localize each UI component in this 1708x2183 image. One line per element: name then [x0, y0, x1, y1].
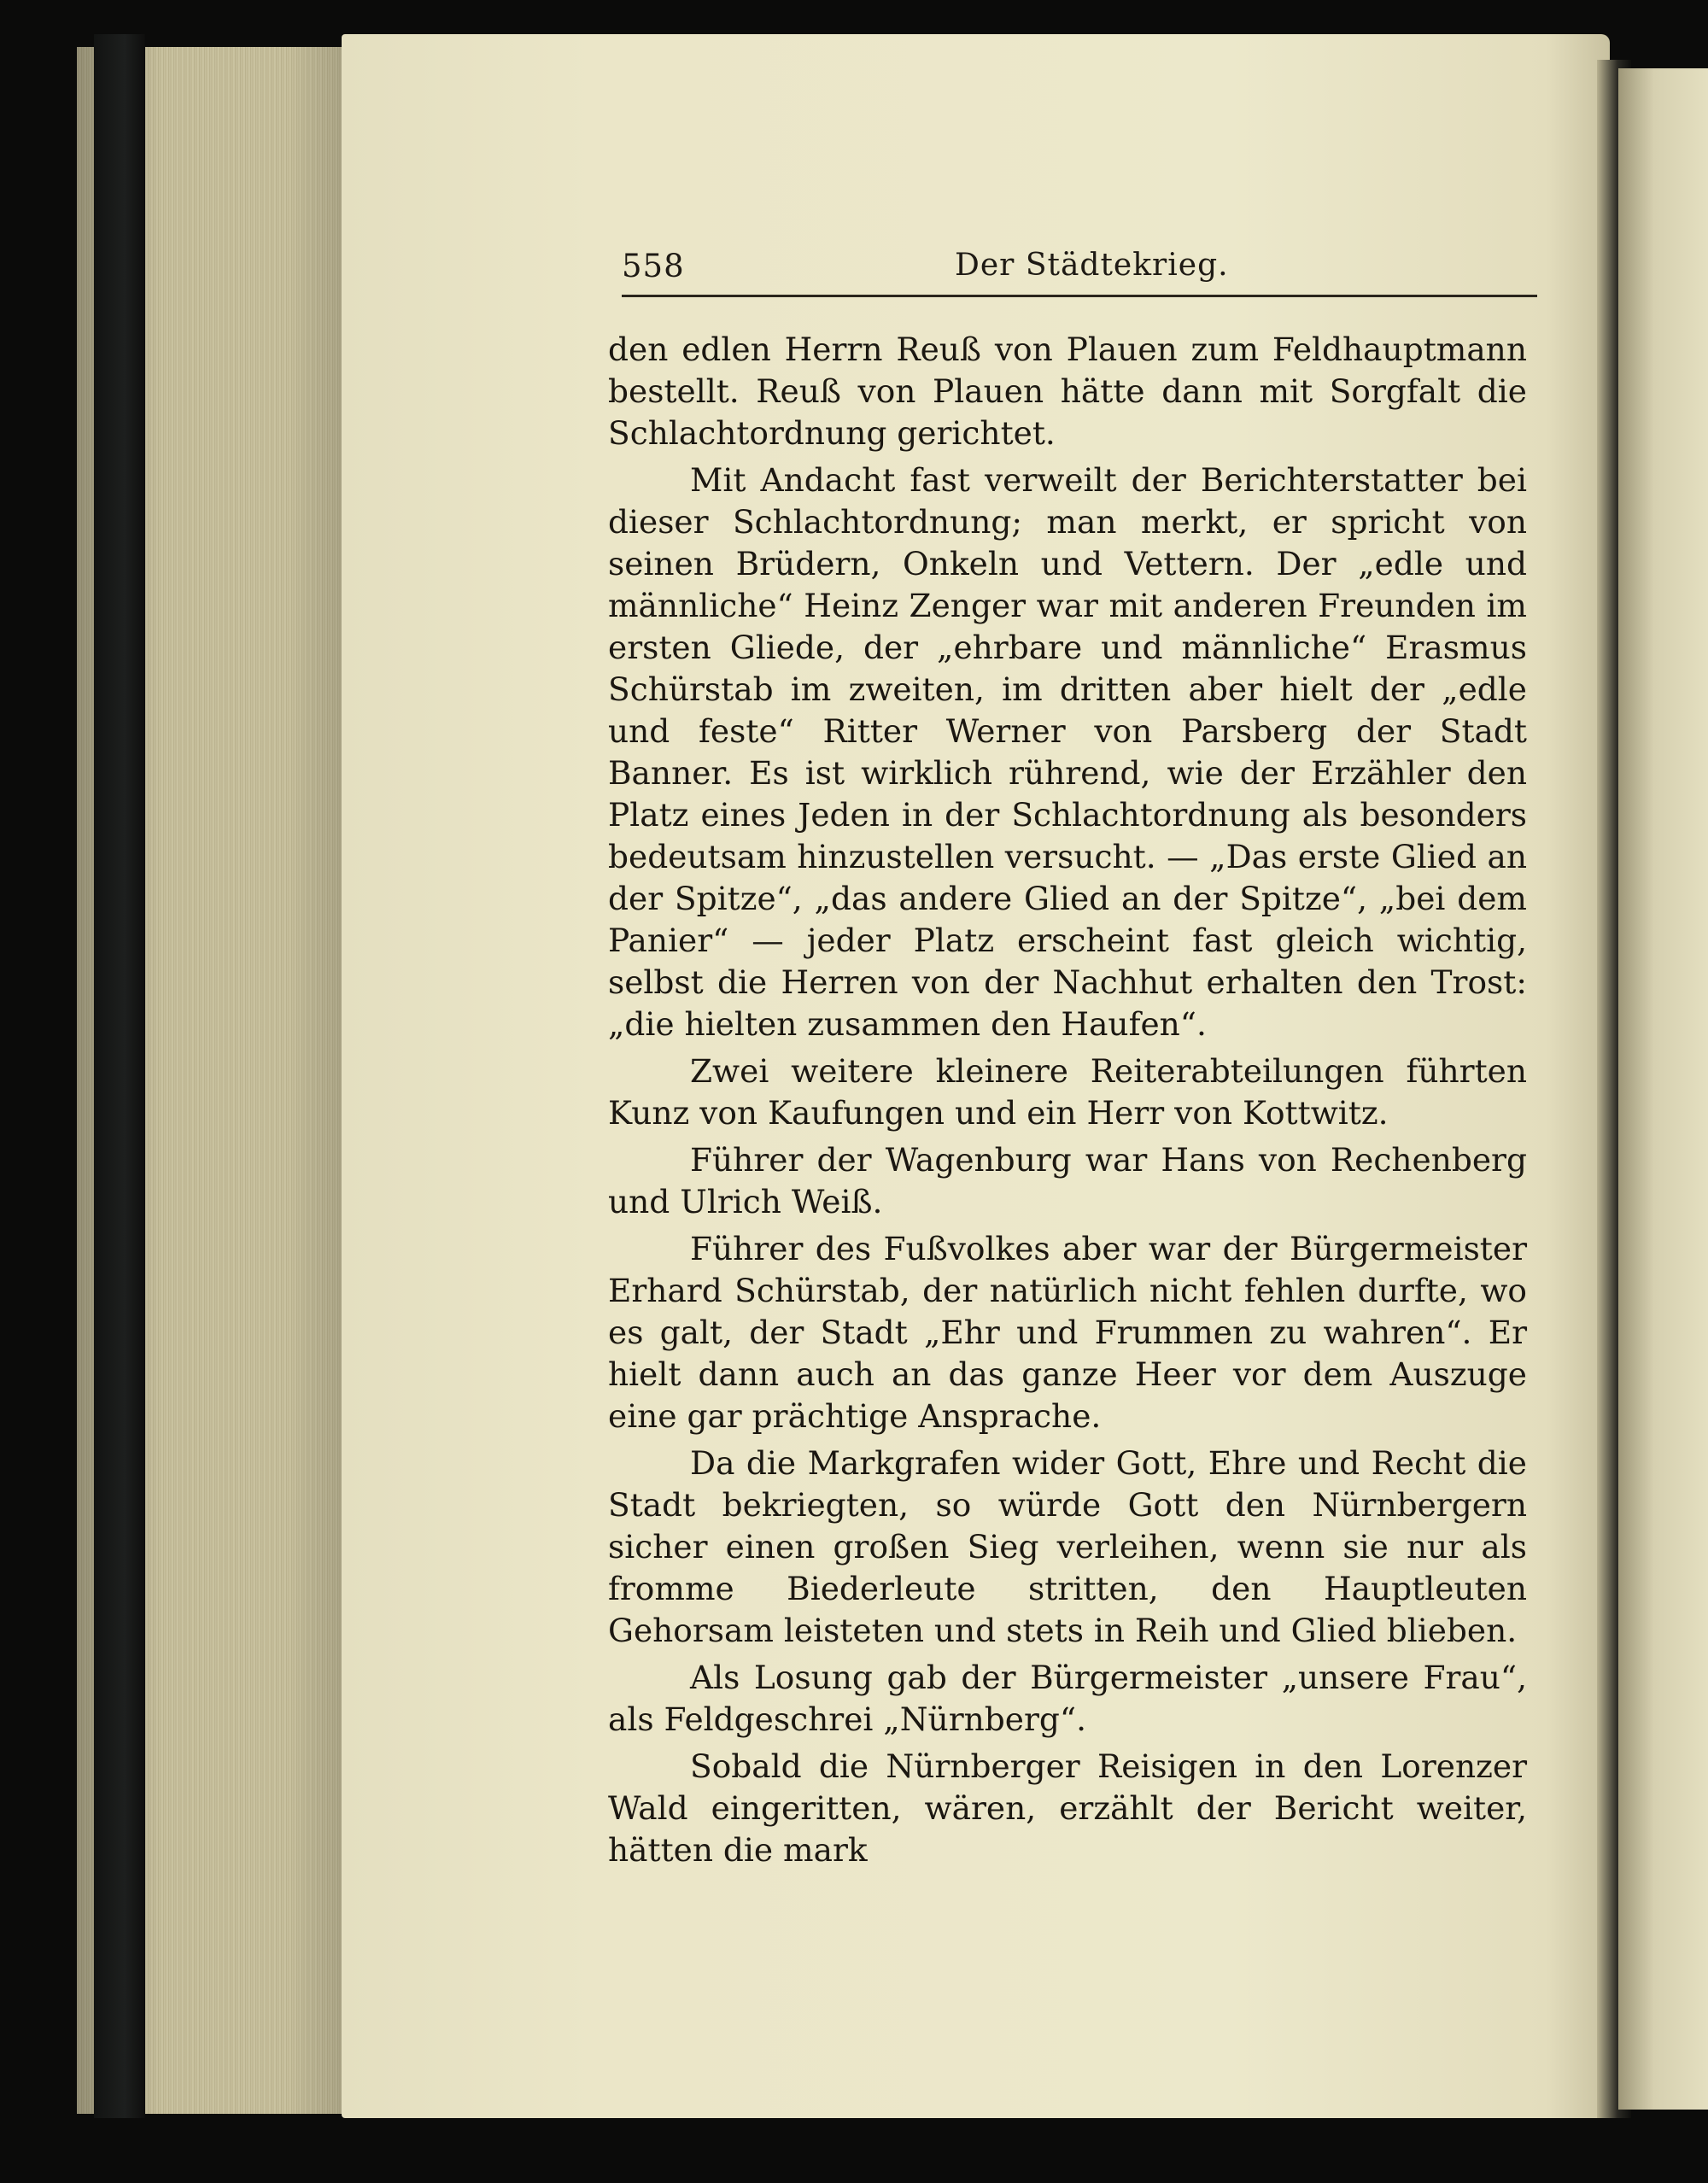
paragraph: Führer der Wagenburg war Hans von Rechenberg und Ulrich Weiß.	[608, 1141, 1527, 1220]
paragraph: Als Losung gab der Bürgermeister „unsere Frau“, als Feldgeschrei „Nürnberg“.	[608, 1659, 1527, 1738]
paragraph: Sobald die Nürnberger Reisigen in den Lorenzer Wald eingeritten, wären, erzählt der Bericht weiter, hätten die mark	[608, 1747, 1527, 1869]
paragraph: Führer des Fußvolkes aber war der Bürgermeister Erhard Schürstab, der natürlich nicht fehlen durfte, wo es galt, der Stadt „Ehr und Frummen zu wahren“. Er hielt dann auch an das ganze Heer vor dem Auszuge eine gar prächtige Ansprache.	[608, 1230, 1527, 1435]
paragraph: Zwei weitere kleinere Reiterabteilungen führten Kunz von Kaufungen und ein Herr von Kottwitz.	[608, 1052, 1527, 1132]
paragraph: Mit Andacht fast verweilt der Berichterstatter bei dieser Schlachtordnung; man merkt, er spricht von seinen Brüdern, Onkeln und Vettern. Der „edle und männliche“ Heinz Zenger war mit anderen Freunden im ersten Gliede, der „ehrbare und männliche“ Erasmus Schürstab im zweiten, im dritten aber hielt der „edle und feste“ Ritter Werner von Parsberg der Stadt Banner. Es ist wirklich rührend, wie der Erzähler den Platz eines Jeden in der Schlachtordnung als besonders bedeutsam hinzustellen versucht. — „Das erste Glied an der Spitze“, „das andere Glied an der Spitze“, „bei dem Panier“ — jeder Platz erscheint fast gleich wichtig, selbst die Herren von der Nachhut erhalten den Trost: „die hielten zusammen den Haufen“.	[608, 461, 1527, 1043]
paragraph: Da die Markgrafen wider Gott, Ehre und Recht die Stadt bekriegten, so würde Gott den Nürnbergern sicher einen großen Sieg verleihen, wenn sie nur als fromme Biederleute stritten, den Hauptleuten Gehorsam leisteten und stets in Reih und Glied blieben.	[608, 1444, 1527, 1649]
facing-page-edge	[1618, 68, 1708, 2110]
header-rule	[622, 295, 1537, 297]
paragraph: den edlen Herrn Reuß von Plauen zum Feldhauptmann bestellt. Reuß von Plauen hätte dann mit Sorgfalt die Schlachtordnung gerichtet.	[608, 331, 1527, 452]
page-header	[622, 248, 1535, 296]
page-number: 558	[622, 248, 685, 284]
running-title: Der Städtekrieg.	[955, 248, 1229, 283]
body-text	[608, 329, 1527, 1876]
book-cover-edge	[94, 34, 145, 2118]
